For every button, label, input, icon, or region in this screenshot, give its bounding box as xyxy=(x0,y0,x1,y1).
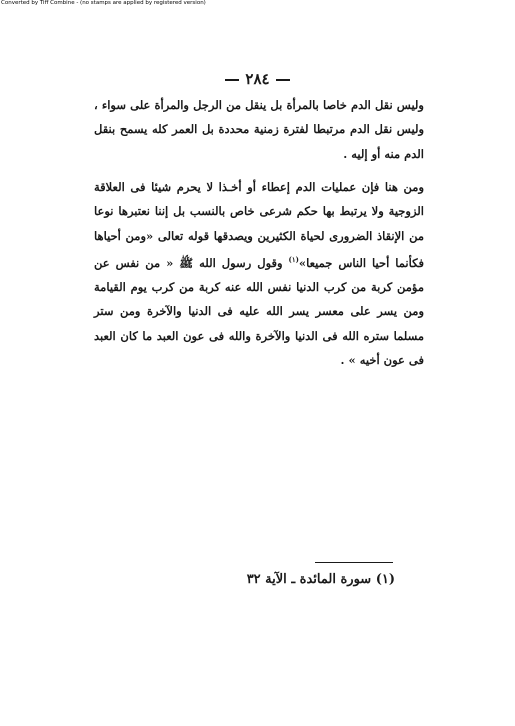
paragraph-1: وليس نقل الدم خاصا بالمرأة بل ينقل من الرجل والمرأة على سواء ، وليس نقل الدم مرتبطا لفترة زمنية محددة بل العمر كله يسمح بنقل الدم منه أو إليه . xyxy=(94,98,424,161)
page-number-dash-right xyxy=(276,79,290,81)
paragraph-2 xyxy=(94,175,424,372)
footnote-separator xyxy=(315,562,393,563)
converter-watermark: Converted by Tiff Combine - (no stamps are applied by registered version) xyxy=(1,0,206,6)
paragraph-2-part-a: ومن هنا فإن عمليات الدم إعطاء أو أخـذا لا يحرم شيئا فى العلاقة الزوجية ولا يرتبط بها حكم شرعى خاص بالنسب بل إننا نعتبرها نوعا من الإنقاذ الضرورى لحياة الكثيرين ويصدقها قوله تعالى «ومن أحياها فكأنما أحيا الناس جميعا» xyxy=(94,180,424,270)
footnote-reference: (١) xyxy=(288,254,299,264)
footnote: (١) سورة المائدة ـ الآية ٣٢ xyxy=(246,572,395,587)
page-number xyxy=(0,70,515,88)
paragraph-2-part-b: وقول رسول الله ﷺ « من نفس عن مؤمن كربة من كرب الدنيا نفس الله عنه كربة من كرب يوم القيامة ومن يسر على معسر يسر الله عليه فى الدنيا والآخرة ومن ستر مسلما ستره الله فى الدنيا والآخرة والله فى عون العبد ما كان العبد فى عون أخيه » . xyxy=(94,255,424,367)
page-number-value: ٢٨٤ xyxy=(245,70,270,88)
page-number-dash-left xyxy=(225,79,239,81)
